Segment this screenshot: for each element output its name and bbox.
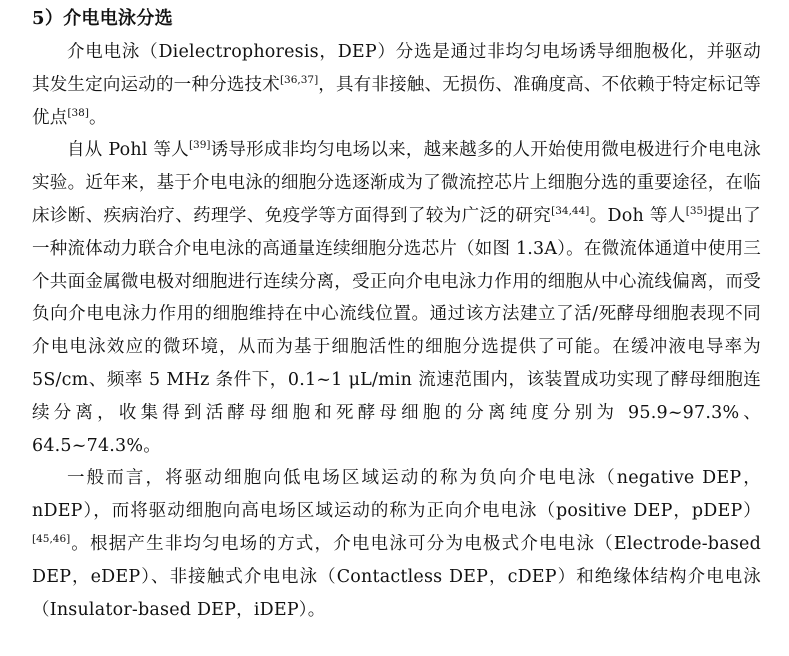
citation-ref: [34,44] [551,205,590,218]
body-text: 诱导形成非均匀电场以来，越来越多的人开始使用微电极进行介电电泳实验。近年来，基于介电电泳的细胞分选逐渐成为了微流控芯片上细胞分选的重要途径，在临床诊断、疾病治疗、药理学、免疫学等方面得到了较为广泛的研究 [32,140,761,226]
citation-ref: [38] [67,106,89,119]
paragraph-3 [32,462,761,626]
body-text: 提出了一种流体动力联合介电电泳的高通量连续细胞分选芯片（如图 1.3A）。在微流体通道中使用三个共面金属微电极对细胞进行连续分离，受正向介电电泳力作用的细胞从中心流线偏离，而受负向介电电泳力作用的细胞维持在中心流线位置。通过该方法建立了活/死酵母细胞表现不同介电电泳效应的微环境，从而为基于细胞活性的细胞分选提供了可能。在缓冲液电导率为 5S/cm、频率 5 MHz 条件下，0.1~1 μL/min 流速范围内，该装置成功实现了酵母细胞连续分离，收集得到活酵母细胞和死酵母细胞的分离纯度分别为 95.9~97.3%、64.5~74.3%。 [32,205,761,456]
body-text: ，具有非接触、无损伤、准确度高、不依赖于特定标记等优点 [32,74,761,128]
body-text: 自从 Pohl 等人 [67,140,189,161]
body-text: 。Doh 等人 [589,205,686,226]
body-text: 。 [88,107,107,128]
body-text: 。根据产生非均匀电场的方式，介电电泳可分为电极式介电电泳（Electrode-based DEP，eDEP）、非接触式介电电泳（Contactless DEP，cDEP）和绝缘体结构介电电泳（Insulator-based DEP，iDEP）。 [32,533,761,620]
citation-ref: [36,37] [279,73,319,86]
body-text: 一般而言，将驱动细胞向低电场区域运动的称为负向介电电泳（negative DEP，nDEP），而将驱动细胞向高电场区域运动的称为正向介电电泳（positive DEP，pDEP） [32,468,761,522]
citation-ref: [45,46] [32,533,71,546]
citation-ref: [35] [685,205,708,218]
citation-ref: [39] [188,139,211,152]
paragraph-2 [32,134,761,462]
section-heading: 5）介电电泳分选 [32,8,173,29]
paragraph-1 [32,36,761,134]
body-text: 介电电泳（Dielectrophoresis，DEP）分选是通过非均匀电场诱导细胞极化，并驱动其发生定向运动的一种分选技术 [32,42,761,95]
